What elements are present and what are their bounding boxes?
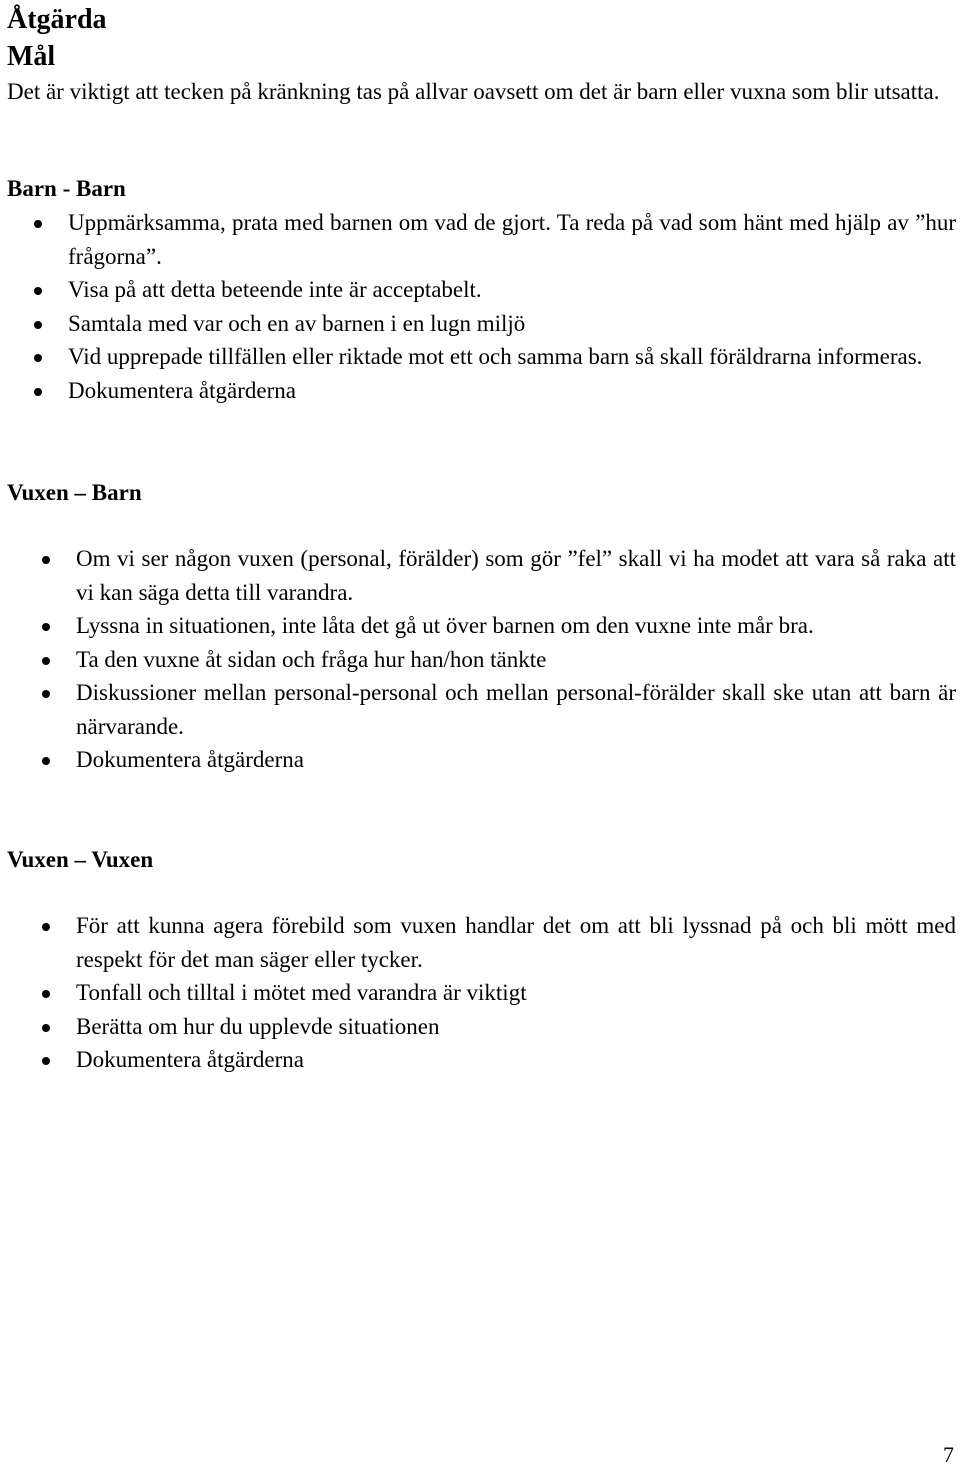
bullet-icon bbox=[42, 556, 50, 564]
list-item-text: Lyssna in situationen, inte låta det gå ut över barnen om den vuxne inte mår bra. bbox=[76, 613, 814, 638]
bullet-list-vuxen-vuxen bbox=[76, 909, 956, 1077]
bullet-list-barn-barn bbox=[68, 206, 956, 407]
list-item bbox=[68, 273, 956, 307]
list-item-text: Vid upprepade tillfällen eller riktade mot ett och samma barn så skall föräldrarna informeras. bbox=[68, 344, 923, 369]
page-title: Åtgärda bbox=[7, 4, 107, 35]
list-item-text: Tonfall och tilltal i mötet med varandra är viktigt bbox=[76, 980, 527, 1005]
list-item-text: Berätta om hur du upplevde situationen bbox=[76, 1013, 440, 1039]
section-heading-barn-barn: Barn - Barn bbox=[7, 176, 126, 201]
list-item-text: Diskussioner mellan personal-personal och mellan personal-förälder skall ske utan att barn är närvarande. bbox=[76, 680, 956, 739]
list-item bbox=[76, 609, 956, 643]
list-item bbox=[76, 542, 956, 609]
page-number: 7 bbox=[943, 1442, 954, 1467]
bullet-icon bbox=[34, 321, 42, 329]
bullet-icon bbox=[42, 990, 50, 998]
list-item bbox=[68, 206, 956, 273]
list-item-text: För att kunna agera förebild som vuxen handlar det om att bli lyssnad på och bli mött med respekt för det man säger eller tycker. bbox=[76, 913, 956, 972]
list-item-text: Dokumentera åtgärderna bbox=[76, 747, 304, 772]
bullet-icon bbox=[42, 623, 50, 631]
intro-paragraph: Det är viktigt att tecken på kränkning tas på allvar oavsett om det är barn eller vuxna som blir utsatta. bbox=[7, 79, 940, 104]
list-item-text: Ta den vuxne åt sidan och fråga hur han/hon tänkte bbox=[76, 646, 547, 672]
bullet-icon bbox=[42, 1057, 50, 1065]
list-item-text: Visa på att detta beteende inte är acceptabelt. bbox=[68, 277, 482, 302]
bullet-icon bbox=[42, 1024, 50, 1032]
list-item-text: Om vi ser någon vuxen (personal, förälder) som gör ”fel” skall vi ha modet att vara så raka att vi kan säga detta till varandra. bbox=[76, 546, 956, 605]
list-item bbox=[76, 743, 956, 777]
bullet-icon bbox=[42, 690, 50, 698]
list-item-text: Uppmärksamma, prata med barnen om vad de gjort. Ta reda på vad som hänt med hjälp av ”hur frågorna”. bbox=[68, 210, 956, 269]
bullet-icon bbox=[42, 657, 50, 665]
bullet-icon bbox=[34, 220, 42, 228]
bullet-icon bbox=[34, 287, 42, 295]
list-item-text: Samtala med var och en av barnen i en lugn miljö bbox=[68, 310, 526, 336]
list-item bbox=[76, 676, 956, 743]
list-item bbox=[76, 643, 956, 677]
bullet-list-vuxen-barn bbox=[76, 542, 956, 777]
bullet-icon bbox=[34, 388, 42, 396]
list-item-text: Dokumentera åtgärderna bbox=[76, 1047, 304, 1072]
list-item bbox=[68, 340, 956, 374]
bullet-icon bbox=[34, 354, 42, 362]
goal-heading: Mål bbox=[7, 41, 56, 72]
list-item-text: Dokumentera åtgärderna bbox=[68, 377, 296, 403]
list-item bbox=[68, 374, 956, 408]
list-item bbox=[68, 307, 956, 341]
bullet-icon bbox=[42, 923, 50, 931]
section-heading-vuxen-vuxen: Vuxen – Vuxen bbox=[7, 847, 154, 872]
list-item bbox=[76, 1043, 956, 1077]
list-item bbox=[76, 909, 956, 976]
section-heading-vuxen-barn: Vuxen – Barn bbox=[7, 480, 142, 505]
list-item bbox=[76, 1010, 956, 1044]
bullet-icon bbox=[42, 757, 50, 765]
list-item bbox=[76, 976, 956, 1010]
